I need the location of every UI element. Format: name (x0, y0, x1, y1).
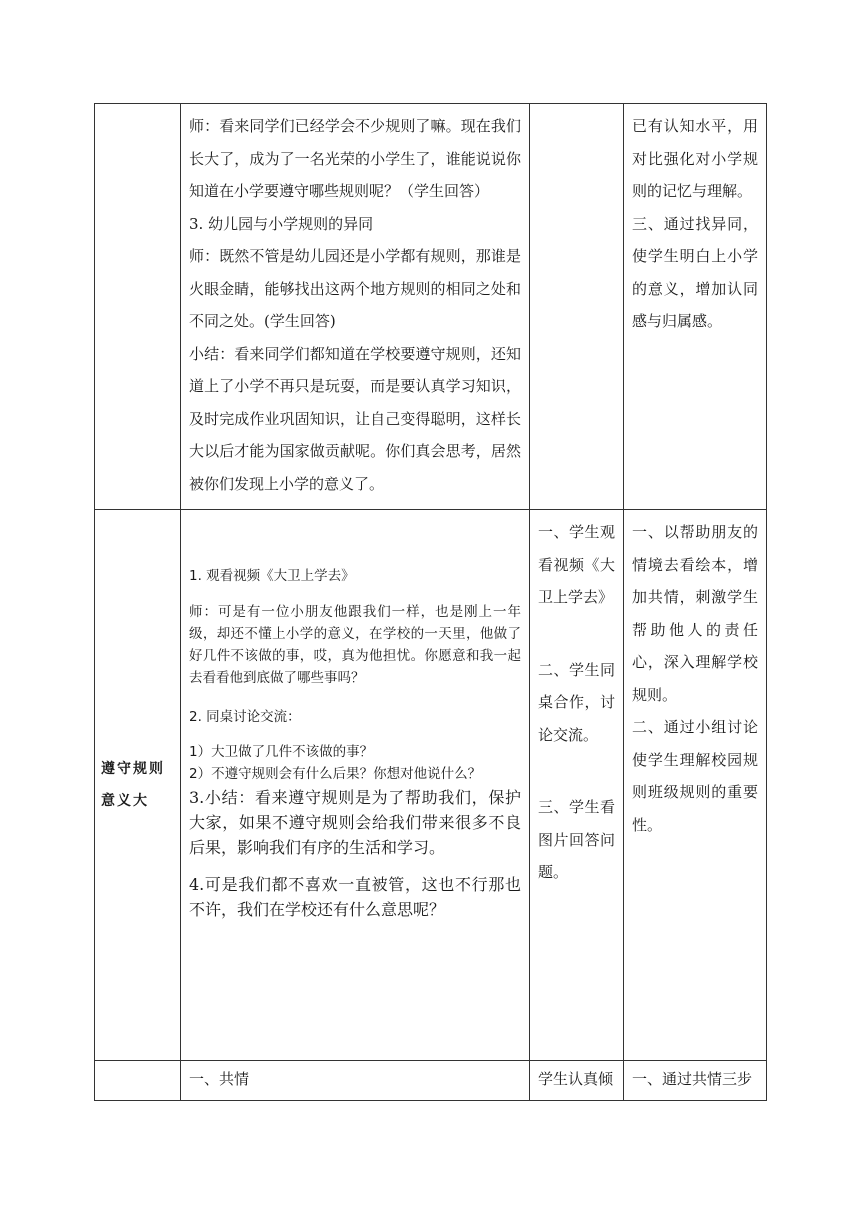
discussion-question: 1）大卫做了几件不该做的事？ (189, 744, 374, 760)
intent-paragraph: 二、通过小组讨论使学生理解校园规则班级规则的重要性。 (632, 718, 758, 834)
student-activity: 三、学生看图片回答问题。 (538, 798, 615, 881)
intent-paragraph: 一、以帮助朋友的情境去看绘本，增加共情，刺激学生帮助他人的责任心，深入理解学校规则。 (632, 523, 758, 704)
student-activity: 二、学生同桌合作，讨论交流。 (538, 660, 615, 744)
activity-paragraph: 师：既然不管是幼儿园还是小学都有规则，那谁是火眼金睛，能够找出这两个地方规则的相同之处和不同之处。(学生回答) (189, 247, 521, 330)
activity-heading: 2. 同桌讨论交流： (189, 708, 301, 725)
student-cell (530, 1061, 624, 1101)
intent-paragraph: 三、通过找异同，使学生明白上小学的意义，增加认同感与归属感。 (632, 214, 758, 330)
student-activity: 一、学生观看视频《大卫上学去》 (538, 523, 615, 606)
table-row (95, 1061, 767, 1101)
activity-heading: 一、共情 (189, 1070, 250, 1088)
topic-cell (95, 104, 181, 510)
intent-paragraph: 已有认知水平，用对比强化对小学规则的记忆与理解。 (632, 117, 758, 200)
intent-cell (624, 510, 767, 1061)
activity-cell (181, 510, 530, 1061)
activity-question: 4.可是我们都不喜欢一直被管，这也不行那也不许，我们在学校还有什么意思呢？ (189, 875, 521, 919)
activity-summary: 3.小结：看来遵守规则是为了帮助我们，保护大家，如果不遵守规则会给我们带来很多不良后果，影响我们有序的生活和学习。 (189, 788, 521, 857)
intent-cell (624, 104, 767, 510)
intent-cell (624, 1061, 767, 1101)
activity-summary: 小结：看来同学们都知道在学校要遵守规则，还知道上了小学不再只是玩耍，而是要认真学习知识，及时完成作业巩固知识，让自己变得聪明，这样长大以后才能为国家做贡献呢。你们真会思考，居然被你们发现上小学的意义了。 (189, 344, 521, 493)
student-cell (530, 104, 624, 510)
discussion-question: 2）不遵守规则会有什么后果？你想对他说什么？ (189, 766, 482, 782)
activity-paragraph: 师：看来同学们已经学会不少规则了嘛。现在我们长大了，成为了一名光荣的小学生了，谁能说说你知道在小学要遵守哪些规则呢？（学生回答） (189, 117, 521, 200)
activity-heading: 3. 幼儿园与小学规则的异同 (189, 214, 374, 233)
lesson-plan-table (94, 103, 767, 1101)
table-row (95, 510, 767, 1061)
table-row (95, 104, 767, 510)
student-activity: 学生认真倾 (538, 1070, 614, 1088)
activity-heading: 1. 观看视频《大卫上学去》 (189, 568, 355, 584)
activity-paragraph: 师：可是有一位小朋友他跟我们一样，也是刚上一年级，却还不懂上小学的意义，在学校的一天里，他做了好几件不该做的事，哎，真为他担忧。你愿意和我一起去看看他到底做了哪些事吗？ (189, 603, 521, 686)
activity-cell (181, 104, 530, 510)
activity-cell (181, 1061, 530, 1101)
topic-label: 遵守规则意义大 (101, 761, 165, 809)
student-cell (530, 510, 624, 1061)
topic-cell (95, 1061, 181, 1101)
intent-paragraph: 一、通过共情三步 (632, 1070, 753, 1088)
topic-cell (95, 510, 181, 1061)
